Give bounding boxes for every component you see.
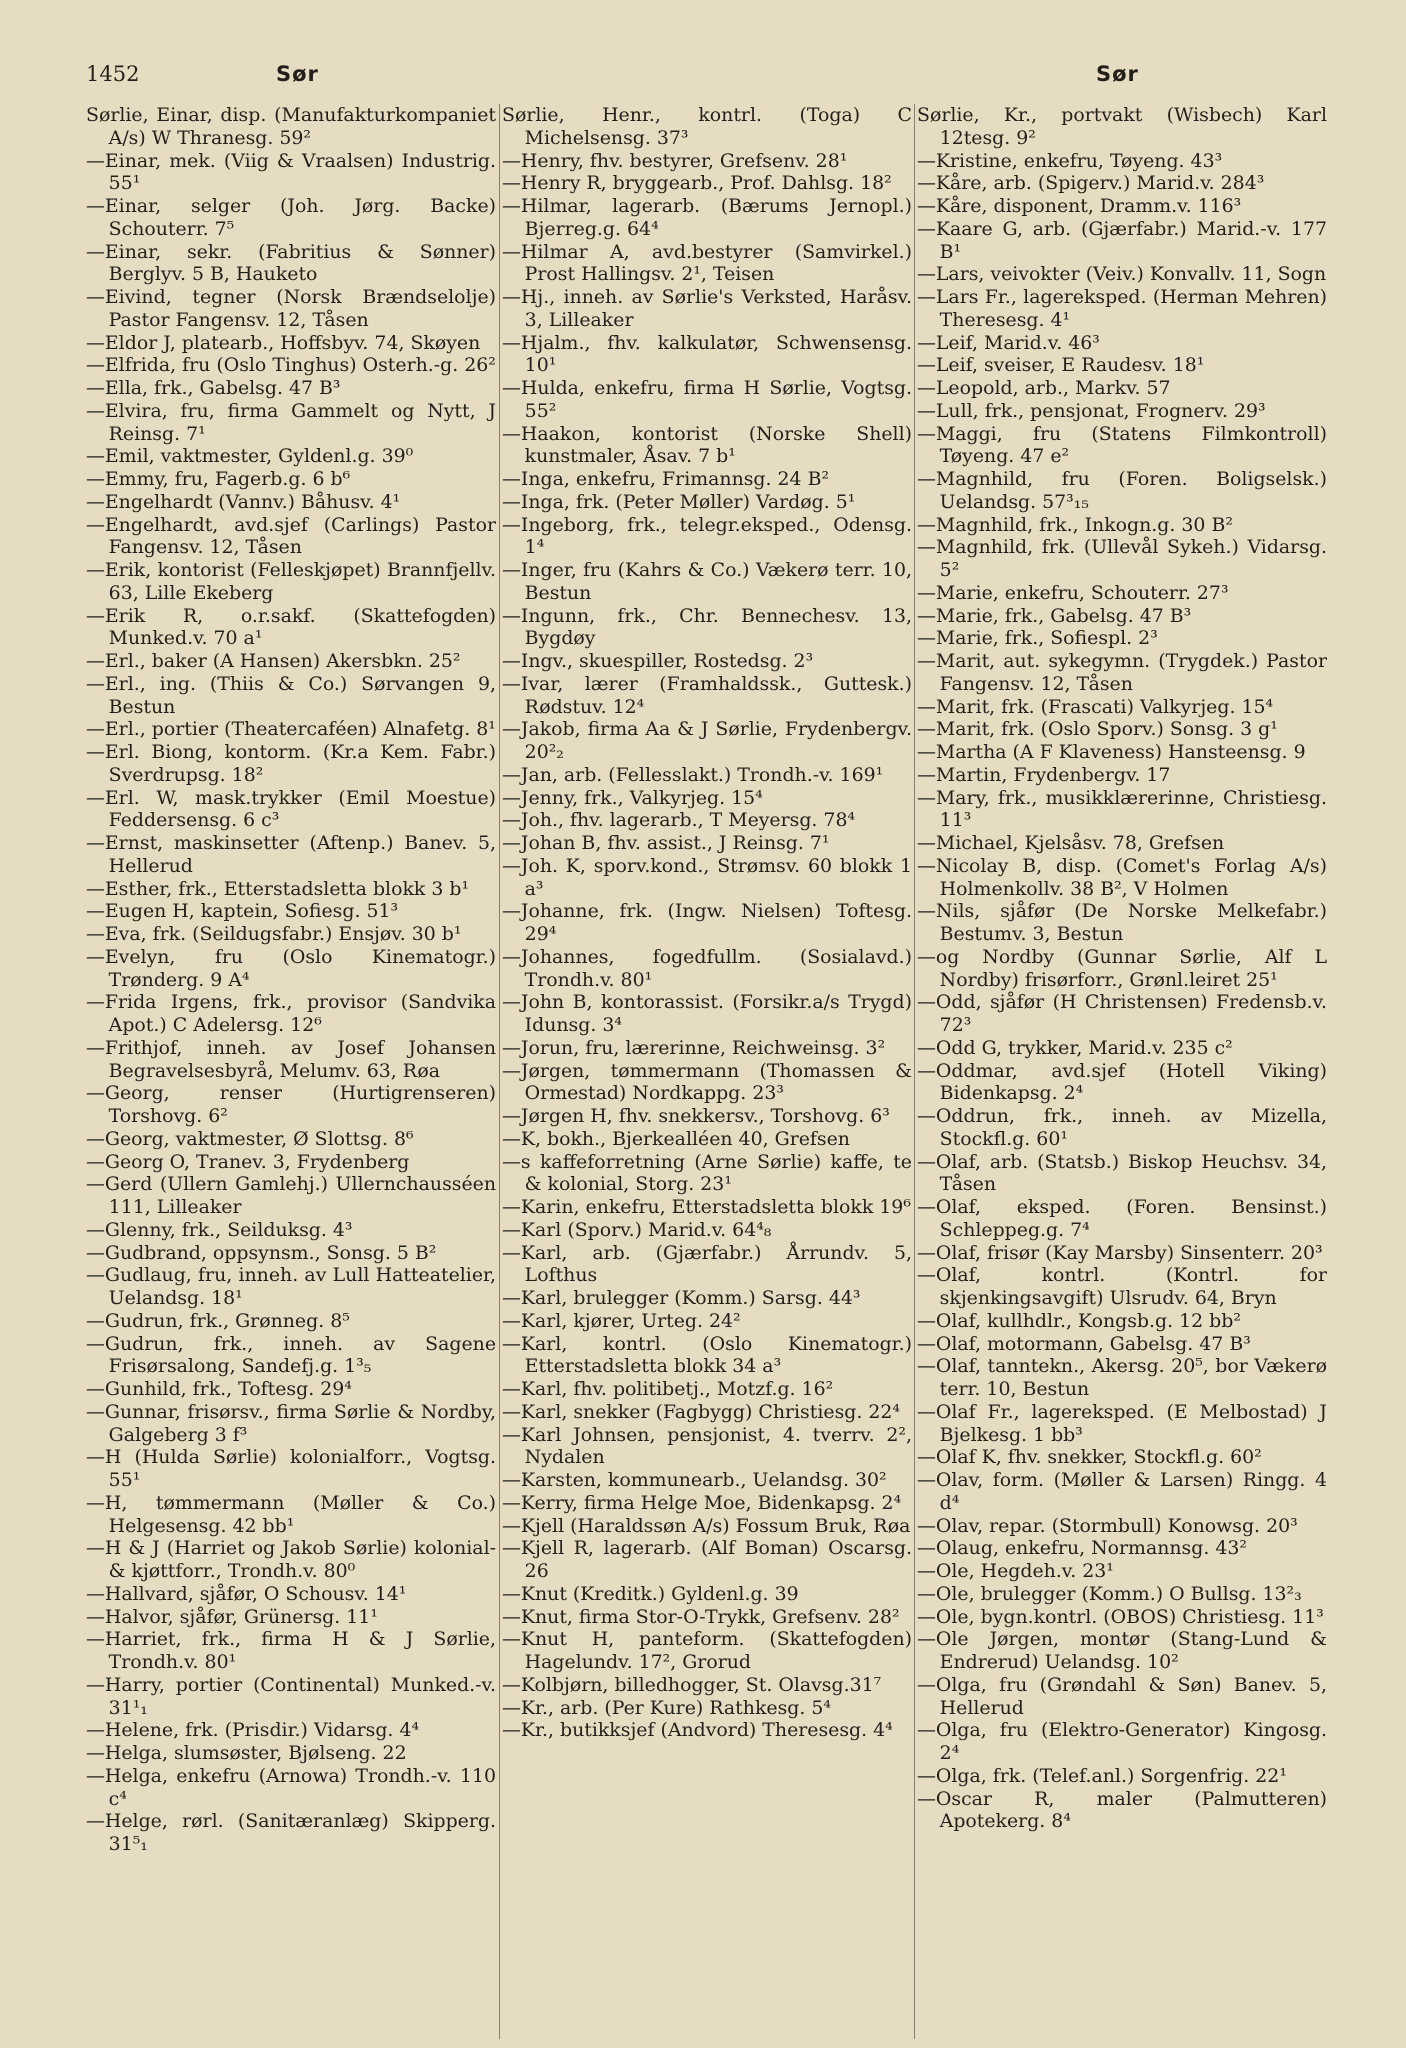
directory-entry: —Einar, sekr. (Fabritius & Sønner) Berglyv. 5 B, Hauketo: [86, 240, 496, 286]
directory-entry: —Lars Fr., lagereksped. (Herman Mehren) Theresesg. 4¹: [917, 286, 1327, 331]
directory-entry: —Martin, Frydenbergv. 17: [917, 763, 1171, 786]
directory-entry: —Hulda, enkefru, firma H Sørlie, Vogtsg. 55²: [502, 377, 912, 422]
directory-entry: —Helga, enkefru (Arnowa) Trondh.-v. 110 c⁴: [86, 1764, 496, 1810]
directory-entry: Sørlie, Kr., portvakt (Wisbech) Karl 12tesg. 9²: [917, 104, 1327, 149]
directory-entry: —Marie, frk., Gabelsg. 47 B³: [917, 604, 1192, 627]
directory-entry: —Gudrun, frk., inneh. av Sagene Frisørsalong, Sandefj.g. 1³₅: [86, 1332, 496, 1378]
directory-entry: —Ole, bygn.kontrl. (OBOS) Christiesg. 11³: [917, 1605, 1324, 1628]
directory-entry: —Kåre, disponent, Dramm.v. 116³: [917, 195, 1242, 217]
directory-entry: —Jakob, firma Aa & J Sørlie, Frydenbergv. 20²₂: [502, 718, 912, 763]
directory-entry: —Frida Irgens, frk., provisor (Sandvika Apot.) C Adelersg. 12⁶: [86, 991, 496, 1036]
directory-entry: —Odd, sjåfør (H Christensen) Fredensb.v. 72³: [917, 991, 1327, 1036]
directory-entry: —K, bokh., Bjerkealléen 40, Grefsen: [502, 1127, 850, 1150]
directory-entry: —Ingunn, frk., Chr. Bennechesv. 13, Bygdøy: [502, 604, 912, 650]
directory-entry: —Jorun, fru, lærerinne, Reichweinsg. 3²: [502, 1036, 886, 1059]
directory-entry: —Karin, enkefru, Etterstadsletta blokk 19⁶: [502, 1196, 911, 1218]
directory-entry: —Leif, sveiser, E Raudesv. 18¹: [917, 354, 1205, 377]
directory-entry: —Einar, selger (Joh. Jørg. Backe) Schouterr. 7⁵: [86, 195, 496, 240]
directory-entry: —Olaf, frisør (Kay Marsby) Sinsenterr. 20³: [917, 1241, 1323, 1264]
directory-entry: —Maggi, fru (Statens Filmkontroll) Tøyeng. 47 e²: [917, 422, 1327, 468]
directory-entry: —Henry R, bryggearb., Prof. Dahlsg. 18²: [502, 172, 892, 195]
directory-entry: —Olaf Fr., lagereksped. (E Melbostad) J Bjelkesg. 1 bb³: [917, 1400, 1327, 1446]
directory-entry: —Henry, fhv. bestyrer, Grefsenv. 28¹: [502, 149, 848, 172]
directory-entry: —Karl, brulegger (Komm.) Sarsg. 44³: [502, 1287, 861, 1309]
directory-entry: —H, tømmermann (Møller & Co.) Helgesensg. 42 bb¹: [86, 1491, 496, 1537]
directory-entry: —Lull, frk., pensjonat, Frognerv. 29³: [917, 399, 1266, 422]
column-1: [86, 104, 496, 2039]
column-3: [917, 104, 1327, 2039]
directory-entry: —Hilmar, lagerarb. (Bærums Jernopl.) Bjerreg.g. 64⁴: [502, 195, 912, 240]
directory-entry: —Ole, brulegger (Komm.) O Bullsg. 13²₃: [917, 1582, 1302, 1605]
directory-entry: —Hilmar A, avd.bestyrer (Samvirkel.) Prost Hallingsv. 2¹, Teisen: [502, 240, 912, 286]
directory-entry: —Magnhild, frk., Inkogn.g. 30 B²: [917, 513, 1233, 536]
directory-entry: —Karl, fhv. politibetj., Motzf.g. 16²: [502, 1378, 834, 1400]
directory-entry: —Hallvard, sjåfør, O Schousv. 14¹: [86, 1582, 407, 1605]
directory-entry: —Odd G, trykker, Marid.v. 235 c²: [917, 1036, 1233, 1059]
directory-entry: —Karl, kontrl. (Oslo Kinematogr.) Etterstadsletta blokk 34 a³: [502, 1332, 912, 1378]
directory-entry: —Olga, fru (Elektro-Generator) Kingosg. 2⁴: [917, 1719, 1327, 1764]
directory-entry: —Georg, renser (Hurtigrenseren) Torshovg. 6²: [86, 1082, 496, 1127]
directory-entry: —Ernst, maskinsetter (Aftenp.) Banev. 5, Hellerud: [86, 832, 496, 877]
directory-entry: —Eivind, tegner (Norsk Brændselolje) Pastor Fangensv. 12, Tåsen: [86, 286, 496, 331]
directory-entry: —Kr., arb. (Per Kure) Rathkesg. 5⁴: [502, 1696, 831, 1719]
directory-entry: —Evelyn, fru (Oslo Kinematogr.) Trønderg. 9 A⁴: [86, 945, 496, 991]
directory-entry: —Georg, vaktmester, Ø Slottsg. 8⁶: [86, 1127, 414, 1150]
directory-entry: —Kjell (Haraldssøn A/s) Fossum Bruk, Røa: [502, 1514, 911, 1537]
directory-entry: —Johannes, fogedfullm. (Sosialavd.) Trondh.v. 80¹: [502, 945, 912, 991]
directory-entry: —Esther, frk., Etterstadsletta blokk 3 b¹: [86, 877, 470, 900]
directory-entry: —Kjell R, lagerarb. (Alf Boman) Oscarsg. 26: [502, 1537, 912, 1582]
directory-entry: —Nicolay B, disp. (Comet's Forlag A/s) Holmenkollv. 38 B², V Holmen: [917, 854, 1327, 900]
directory-entry: —Olav, repar. (Stormbull) Konowsg. 20³: [917, 1514, 1298, 1537]
directory-entry: Sørlie, Henr., kontrl. (Toga) C Michelsensg. 37³: [502, 104, 912, 149]
directory-entry: —Jenny, frk., Valkyrjeg. 15⁴: [502, 786, 763, 809]
directory-entry: —John B, kontorassist. (Forsikr.a/s Trygd) Idunsg. 3⁴: [502, 991, 912, 1036]
directory-entry: —Inger, fru (Kahrs & Co.) Vækerø terr. 10, Bestun: [502, 559, 912, 604]
page-number: 1452: [86, 62, 140, 86]
directory-entry: —Jørgen H, fhv. snekkersv., Torshovg. 6³: [502, 1105, 890, 1127]
directory-entry: —Oddrun, frk., inneh. av Mizella, Stockfl.g. 60¹: [917, 1105, 1327, 1150]
directory-entry: —Karl, arb. (Gjærfabr.) Årrundv. 5, Lofthus: [502, 1241, 912, 1287]
directory-entry: —og Nordby (Gunnar Sørlie, Alf L Nordby) frisørforr., Grønl.leiret 25¹: [917, 945, 1327, 991]
directory-entry: —Helene, frk. (Prisdir.) Vidarsg. 4⁴: [86, 1719, 420, 1742]
directory-entry: —Hjalm., fhv. kalkulatør, Schwensensg. 10¹: [502, 331, 912, 377]
directory-entry: —Inga, enkefru, Frimannsg. 24 B²: [502, 468, 830, 490]
directory-entry: —Harriet, frk., firma H & J Sørlie, Trondh.v. 80¹: [86, 1628, 496, 1673]
directory-entry: —Oscar R, maler (Palmutteren) Apotekerg. 8⁴: [917, 1787, 1327, 1833]
directory-entry: —Marit, aut. sykegymn. (Trygdek.) Pastor Fangensv. 12, Tåsen: [917, 650, 1327, 695]
directory-entry: —Ingv., skuespiller, Rostedsg. 2³: [502, 650, 814, 672]
running-head-right: Sør: [1096, 62, 1139, 86]
directory-entry: —Knut (Kreditk.) Gyldenl.g. 39: [502, 1582, 799, 1605]
directory-entry: —Erik, kontorist (Felleskjøpet) Brannfjellv. 63, Lille Ekeberg: [86, 559, 496, 604]
directory-entry: —Frithjof, inneh. av Josef Johansen Begravelsesbyrå, Melumv. 63, Røa: [86, 1036, 496, 1082]
directory-entry: —Elfrida, fru (Oslo Tinghus) Osterh.-g. 26²: [86, 354, 496, 377]
directory-entry: —Nils, sjåfør (De Norske Melkefabr.) Bestumv. 3, Bestun: [917, 900, 1327, 945]
directory-entry: —Olga, frk. (Telef.anl.) Sorgenfrig. 22¹: [917, 1764, 1287, 1787]
directory-entry: —Kolbjørn, billedhogger, St. Olavsg.31⁷: [502, 1673, 882, 1696]
directory-entry: —Einar, mek. (Viig & Vraalsen) Industrig. 55¹: [86, 149, 496, 195]
directory-entry: —Olga, fru (Grøndahl & Søn) Banev. 5, Hellerud: [917, 1673, 1327, 1719]
directory-entry: —Marit, frk. (Oslo Sporv.) Sonsg. 3 g¹: [917, 718, 1278, 741]
directory-entry: —Marie, enkefru, Schouterr. 27³: [917, 581, 1229, 604]
directory-entry: —Martha (A F Klaveness) Hansteensg. 9: [917, 741, 1306, 763]
directory-entry: —Olaug, enkefru, Normannsg. 43²: [917, 1537, 1247, 1560]
directory-entry: —Erl. W, mask.trykker (Emil Moestue) Feddersensg. 6 c³: [86, 786, 496, 832]
directory-entry: —Glenny, frk., Seilduksg. 4³: [86, 1218, 353, 1241]
directory-entry: —Ole Jørgen, montør (Stang-Lund & Endrerud) Uelandsg. 10²: [917, 1628, 1327, 1673]
directory-entry: Sørlie, Einar, disp. (Manufakturkompaniet A/s) W Thranesg. 59²: [86, 104, 496, 149]
directory-entry: —Eldor J, platearb., Hoffsbyv. 74, Skøyen: [86, 331, 481, 354]
directory-entry: —Engelhardt (Vannv.) Båhusv. 4¹: [86, 490, 401, 513]
directory-entry: —Olaf, motormann, Gabelsg. 47 B³: [917, 1332, 1251, 1355]
column-2: [502, 104, 912, 2039]
directory-entry: —Johanne, frk. (Ingw. Nielsen) Toftesg. 29⁴: [502, 900, 912, 945]
directory-entry: —Ella, frk., Gabelsg. 47 B³: [86, 377, 341, 399]
directory-entry: —Magnhild, frk. (Ullevål Sykeh.) Vidarsg. 5²: [917, 536, 1327, 581]
directory-entry: —Elvira, fru, firma Gammelt og Nytt, J Reinsg. 7¹: [86, 399, 496, 445]
directory-entry: —Joh. K, sporv.kond., Strømsv. 60 blokk 1 a³: [502, 854, 912, 900]
directory-entry: —Gerd (Ullern Gamlehj.) Ullernchausséen 111, Lilleaker: [86, 1173, 496, 1218]
directory-entry: —Ole, Hegdeh.v. 23¹: [917, 1560, 1114, 1582]
directory-entry: —Kåre, arb. (Spigerv.) Marid.v. 284³: [917, 172, 1265, 195]
directory-entry: —Helge, rørl. (Sanitæranlæg) Skipperg. 31⁵₁: [86, 1810, 496, 1855]
directory-entry: —Gudrun, frk., Grønneg. 8⁵: [86, 1309, 350, 1332]
directory-entry: —Karl Johnsen, pensjonist, 4. tverrv. 2², Nydalen: [502, 1423, 912, 1469]
directory-entry: —Marie, frk., Sofiespl. 2³: [917, 627, 1158, 650]
column-divider: [914, 104, 915, 2039]
running-head-left: Sør: [276, 62, 319, 86]
directory-entry: —Leopold, arb., Markv. 57: [917, 377, 1171, 399]
directory-entry: —H & J (Harriet og Jakob Sørlie) kolonial- & kjøttforr., Trondh.v. 80⁰: [86, 1537, 496, 1582]
directory-entry: —Erik R, o.r.sakf. (Skattefogden) Munked.v. 70 a¹: [86, 604, 496, 650]
directory-entry: —Harry, portier (Continental) Munked.-v. 31¹₁: [86, 1673, 496, 1719]
directory-entry: —Karl, snekker (Fagbygg) Christiesg. 22⁴: [502, 1400, 900, 1423]
directory-entry: —Gunhild, frk., Toftesg. 29⁴: [86, 1378, 352, 1400]
directory-entry: —Jan, arb. (Fellesslakt.) Trondh.-v. 169¹: [502, 763, 884, 786]
directory-entry: —Karsten, kommunearb., Uelandsg. 30²: [502, 1469, 887, 1491]
directory-entry: —Olaf, tanntekn., Akersg. 20⁵, bor Vækerø terr. 10, Bestun: [917, 1355, 1327, 1400]
column-divider: [499, 104, 500, 2039]
directory-entry: —s kaffeforretning (Arne Sørlie) kaffe, te & kolonial, Storg. 23¹: [502, 1150, 912, 1196]
directory-entry: —Kerry, firma Helge Moe, Bidenkapsg. 2⁴: [502, 1491, 902, 1514]
directory-entry: —Leif, Marid.v. 46³: [917, 331, 1100, 354]
directory-entry: —Georg O, Tranev. 3, Frydenberg: [86, 1150, 410, 1173]
directory-entry: —Olaf, eksped. (Foren. Bensinst.) Schleppeg.g. 7⁴: [917, 1196, 1327, 1241]
directory-entry: —Michael, Kjelsåsv. 78, Grefsen: [917, 832, 1225, 854]
directory-entry: —Knut H, panteform. (Skattefogden) Hagelundv. 17², Grorud: [502, 1628, 912, 1673]
directory-entry: —Knut, firma Stor-O-Trykk, Grefsenv. 28²: [502, 1605, 900, 1628]
directory-entry: —Eugen H, kaptein, Sofiesg. 51³: [86, 900, 399, 923]
directory-entry: —Erl., portier (Theatercaféen) Alnafetg. 8¹: [86, 718, 496, 741]
directory-entry: —Joh., fhv. lagerarb., T Meyersg. 78⁴: [502, 809, 856, 832]
directory-entry: —H (Hulda Sørlie) kolonialforr., Vogtsg. 55¹: [86, 1446, 496, 1491]
directory-entry: —Magnhild, fru (Foren. Boligselsk.) Uelandsg. 57³₁₅: [917, 468, 1327, 513]
page-header: [86, 62, 1320, 94]
directory-entry: —Erl. Biong, kontorm. (Kr.a Kem. Fabr.) Sverdrupsg. 18²: [86, 741, 496, 786]
directory-entry: —Haakon, kontorist (Norske Shell) kunstmaler, Åsav. 7 b¹: [502, 422, 912, 468]
directory-entry: —Eva, frk. (Seildugsfabr.) Ensjøv. 30 b¹: [86, 923, 462, 945]
directory-entry: —Karl, kjører, Urteg. 24²: [502, 1309, 741, 1332]
directory-entry: —Ingeborg, frk., telegr.eksped., Odensg. 1⁴: [502, 513, 912, 559]
directory-entry: —Olaf, kullhdlr., Kongsb.g. 12 bb²: [917, 1309, 1241, 1332]
directory-entry: —Olaf K, fhv. snekker, Stockfl.g. 60²: [917, 1446, 1262, 1469]
directory-entry: —Karl (Sporv.) Marid.v. 64⁴₈: [502, 1218, 772, 1241]
directory-entry: —Kristine, enkefru, Tøyeng. 43³: [917, 149, 1223, 172]
directory-entry: —Mary, frk., musikklærerinne, Christiesg. 11³: [917, 786, 1327, 832]
directory-entry: —Inga, frk. (Peter Møller) Vardøg. 5¹: [502, 490, 856, 513]
directory-entry: —Emil, vaktmester, Gyldenl.g. 39⁰: [86, 445, 414, 468]
directory-entry: —Olav, form. (Møller & Larsen) Ringg. 4 d⁴: [917, 1469, 1327, 1514]
directory-entry: —Kaare G, arb. (Gjærfabr.) Marid.-v. 177 B¹: [917, 217, 1327, 263]
directory-entry: —Erl., ing. (Thiis & Co.) Sørvangen 9, Bestun: [86, 672, 496, 718]
directory-entry: —Emmy, fru, Fagerb.g. 6 b⁶: [86, 468, 351, 490]
directory-entry: —Johan B, fhv. assist., J Reinsg. 7¹: [502, 832, 830, 854]
directory-entry: —Gunnar, frisørsv., firma Sørlie & Nordby, Galgeberg 3 f³: [86, 1400, 496, 1446]
directory-entry: —Kr., butikksjef (Andvord) Theresesg. 4⁴: [502, 1719, 893, 1742]
directory-entry: —Marit, frk. (Frascati) Valkyrjeg. 15⁴: [917, 695, 1274, 718]
directory-entry: —Jørgen, tømmermann (Thomassen & Ormestad) Nordkappg. 23³: [502, 1059, 912, 1105]
directory-entry: —Oddmar, avd.sjef (Hotell Viking) Bidenkapsg. 2⁴: [917, 1059, 1327, 1105]
directory-entry: —Engelhardt, avd.sjef (Carlings) Pastor Fangensv. 12, Tåsen: [86, 513, 496, 559]
directory-entry: —Lars, veivokter (Veiv.) Konvallv. 11, Sogn: [917, 263, 1327, 286]
directory-entry: —Helga, slumsøster, Bjølseng. 22: [86, 1742, 407, 1764]
directory-entry: —Hj., inneh. av Sørlie's Verksted, Haråsv. 3, Lilleaker: [502, 286, 912, 331]
directory-entry: —Halvor, sjåfør, Grünersg. 11¹: [86, 1605, 378, 1628]
directory-entry: —Olaf, kontrl. (Kontrl. for skjenkingsavgift) Ulsrudv. 64, Bryn: [917, 1264, 1327, 1309]
directory-entry: —Olaf, arb. (Statsb.) Biskop Heuchsv. 34, Tåsen: [917, 1150, 1327, 1196]
directory-entry: —Ivar, lærer (Framhaldssk., Guttesk.) Rødstuv. 12⁴: [502, 672, 912, 718]
directory-entry: —Gudlaug, fru, inneh. av Lull Hatteatelier, Uelandsg. 18¹: [86, 1264, 496, 1309]
directory-entry: —Gudbrand, oppsynsm., Sonsg. 5 B²: [86, 1241, 437, 1264]
directory-entry: —Erl., baker (A Hansen) Akersbkn. 25²: [86, 650, 461, 672]
